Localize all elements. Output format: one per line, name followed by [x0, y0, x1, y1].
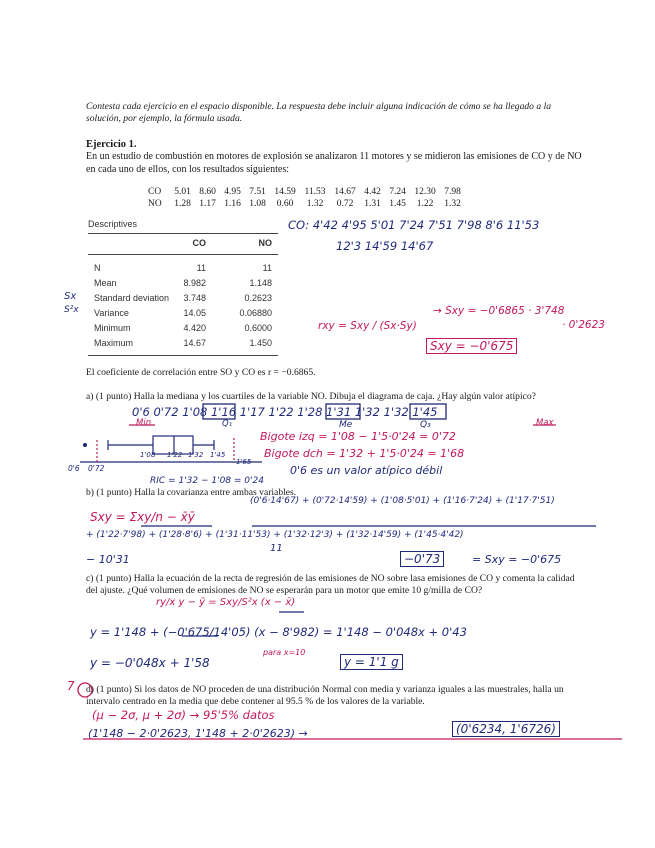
- co-value: 4.42: [364, 187, 381, 197]
- question-b: b) (1 punto) Halla la covarianza entre ambas variables.: [86, 487, 297, 498]
- no-value: 1.16: [224, 199, 241, 209]
- bigote-izq: Bigote izq = 1'08 − 1'5·0'24 = 0'72: [260, 430, 456, 443]
- sxy-calc-2: · 0'2623: [562, 319, 605, 331]
- no-value: 1.32: [444, 199, 461, 209]
- axis-tick: 0'72: [88, 464, 105, 473]
- co-sorted-line1: CO: 4'42 4'95 5'01 7'24 7'51 7'98 8'6 11'53: [288, 218, 540, 232]
- co-value: 8.60: [199, 187, 216, 197]
- co-sorted-line2: 12'3 14'59 14'67: [336, 239, 434, 253]
- row-co: 4.420: [183, 323, 206, 333]
- question-a: a) (1 punto) Halla la mediana y los cuartiles de la variable NO. Dibuja el diagrama de caja. ¿Hay algún valor atípico?: [86, 391, 536, 402]
- axis-tick: 1'08: [140, 451, 156, 459]
- mark-7: 7: [67, 679, 75, 693]
- ci-result: (0'6234, 1'6726): [452, 721, 560, 737]
- axis-tick: 1'65: [236, 458, 252, 466]
- no-value: 1.28: [174, 199, 191, 209]
- row-no: 11: [262, 263, 272, 273]
- row-label: N: [94, 263, 101, 273]
- co-value: 7.98: [444, 187, 461, 197]
- no-value: 1.45: [389, 199, 406, 209]
- row-co: 8.982: [183, 278, 206, 288]
- co-value: 14.67: [334, 187, 356, 197]
- co-value: 5.01: [174, 187, 191, 197]
- row-no: 1.450: [249, 338, 272, 348]
- cov-sum-2: + (1'22·7'98) + (1'28·8'6) + (1'31·11'53) + (1'32·12'3) + (1'32·14'59) + (1'45·4'42): [86, 530, 464, 540]
- row-co: 14.67: [183, 338, 206, 348]
- co-value: 14.59: [274, 187, 296, 197]
- no-sorted: 0'6 0'72 1'08 1'16 1'17 1'22 1'28 1'31 1'32 1'32 1'45: [132, 405, 438, 419]
- correlation-text: El coeficiente de correlación entre SO y CO es r = −0.6865.: [86, 367, 316, 378]
- co-value: 4.95: [224, 187, 241, 197]
- no-label: NO: [148, 199, 162, 209]
- axis-tick: 1'32: [188, 451, 204, 459]
- box-q1: [203, 404, 235, 419]
- no-value: 1.22: [416, 199, 434, 209]
- ric-calc: RIC = 1'32 − 1'08 = 0'24: [150, 476, 264, 486]
- mark-q1: Q₁: [222, 419, 233, 429]
- reg-final: y = −0'048x + 1'58: [90, 656, 210, 670]
- row-no: 0.06880: [239, 308, 272, 318]
- sx-mark: Sx: [64, 291, 77, 302]
- no-value: 0.60: [276, 199, 294, 209]
- co-value: 7.24: [389, 187, 406, 197]
- co-label: CO: [148, 187, 162, 197]
- cov-divisor: 11: [270, 543, 283, 554]
- row-label: Mean: [94, 278, 117, 288]
- row-no: 0.2623: [244, 293, 272, 303]
- cov-result: −0'73: [400, 551, 444, 567]
- mark-min: Min: [136, 418, 152, 428]
- box-median: [326, 404, 360, 419]
- cov-result-eq: = Sxy = −0'675: [472, 553, 562, 566]
- row-no: 1.148: [249, 278, 272, 288]
- row-label: Variance: [94, 308, 129, 318]
- no-value: 0.72: [336, 199, 354, 209]
- exercise-intro: En un estudio de combustión en motores de explosión se analizaron 11 motores y se midieron las emisiones de CO y de NO en cada uno de ellos, con los resultados siguientes:: [86, 151, 582, 175]
- co-value: 7.51: [249, 187, 266, 197]
- no-value: 1.31: [364, 199, 381, 209]
- mark-me: Me: [339, 420, 353, 430]
- cov-formula: Sxy = Σxy/n − x̄ȳ: [90, 510, 195, 524]
- bigote-dch: Bigote dch = 1'32 + 1'5·0'24 = 1'68: [264, 447, 465, 460]
- no-value: 1.08: [249, 199, 266, 209]
- reg-line-1: y = 1'148 + (−0'675/14'05) (x − 8'982) = 1'148 − 0'048x + 0'43: [90, 625, 467, 639]
- col-no: NO: [258, 238, 272, 248]
- outlier-point: [83, 443, 87, 447]
- row-co: 3.748: [183, 293, 206, 303]
- col-co: CO: [192, 238, 206, 248]
- box-q3: [410, 404, 446, 419]
- question-d: d) (1 punto) Si los datos de NO proceden de una distribución Normal con media y varianza iguales a las muestrales, halla un intervalo centrado en la media que debe contener al 95.5 % de los valores de la variable.: [86, 684, 564, 707]
- exercise-title: Ejercicio 1.: [86, 139, 137, 150]
- row-label: Maximum: [94, 338, 134, 348]
- no-value: 1.32: [306, 199, 324, 209]
- sxy-calc-1: → Sxy = −0'6865 · 3'748: [433, 305, 565, 317]
- rxy-formula: rxy = Sxy / (Sx·Sy): [318, 320, 417, 332]
- reg-formula: ry/x y − ȳ = Sxy/S²x (x − x̄): [156, 597, 296, 608]
- row-label: Standard deviation: [94, 293, 170, 303]
- ci-line-2: (1'148 − 2·0'2623, 1'148 + 2·0'2623) →: [88, 727, 308, 740]
- y-result: y = 1'1 g: [340, 654, 403, 670]
- axis-tick: 1'22: [167, 451, 183, 459]
- question-c: c) (1 punto) Halla la ecuación de la recta de regresión de las emisiones de NO sobre lasa emisiones de CO y comenta la calidad del ajuste. ¿Qué volumen de emisiones de NO se esperarán para un motor que emite 10 g/milla de CO?: [86, 573, 575, 596]
- axis-tick: 0'6: [68, 464, 80, 473]
- ci-line-1: (μ − 2σ, μ + 2σ) → 95'5% datos: [92, 708, 275, 722]
- co-value: 12.30: [414, 187, 436, 197]
- mark-q3: Q₃: [420, 420, 431, 430]
- cov-sum-1: (0'6·14'67) + (0'72·14'59) + (1'08·5'01) + (1'16·7'24) + (1'17·7'51): [250, 496, 555, 506]
- para-x: para x=10: [263, 648, 306, 657]
- row-co: 11: [196, 263, 206, 273]
- co-value: 11.53: [304, 187, 326, 197]
- no-value: 1.17: [199, 199, 216, 209]
- atypical-note: 0'6 es un valor atípico débil: [290, 464, 443, 477]
- row-co: 14.05: [183, 308, 206, 318]
- row-no: 0.6000: [244, 323, 272, 333]
- mark-max: Max: [536, 418, 554, 428]
- descriptives-title: Descriptives: [88, 219, 138, 229]
- cov-minus: − 10'31: [86, 553, 130, 566]
- sxy-result: Sxy = −0'675: [426, 338, 517, 354]
- row-label: Minimum: [94, 323, 131, 333]
- instructions: Contesta cada ejercicio en el espacio disponible. La respuesta debe incluir alguna indicación de cómo se ha llegado a la solución, por ejemplo, la fórmula usada.: [86, 101, 552, 124]
- axis-tick: 1'45: [210, 451, 226, 459]
- sxx-mark: S²x: [64, 305, 79, 315]
